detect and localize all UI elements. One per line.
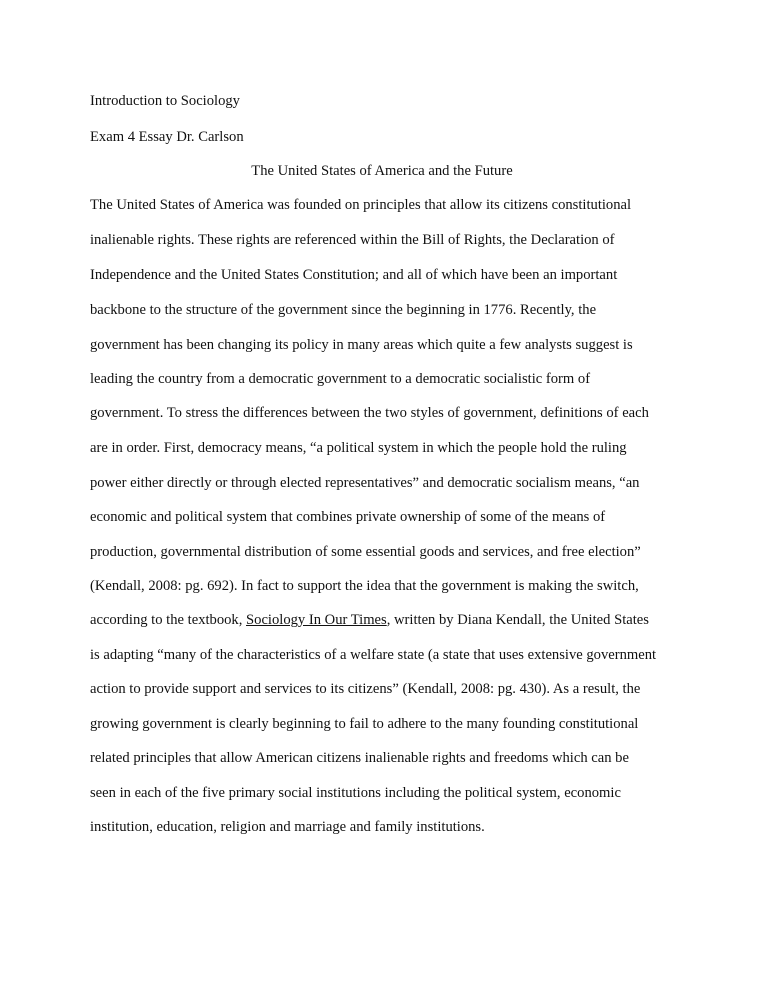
paragraph-line: institution, education, religion and marriage and family institutions. <box>90 819 485 835</box>
paragraph-line: government. To stress the differences between the two styles of government, definitions of each <box>90 405 649 421</box>
paragraph-line: Independence and the United States Constitution; and all of which have been an important <box>90 267 618 283</box>
paragraph-line: growing government is clearly beginning to fail to adhere to the many founding constitutional <box>90 716 639 732</box>
paragraph-line: power either directly or through elected representatives” and democratic socialism means, “an <box>90 475 640 491</box>
line-text-before-book: according to the textbook, <box>90 612 247 628</box>
paragraph-line <box>90 611 649 629</box>
paragraph-line: government has been changing its policy in many areas which quite a few analysts suggest is <box>90 337 633 353</box>
paragraph-line: backbone to the structure of the government since the beginning in 1776. Recently, the <box>90 302 597 318</box>
paragraph-line: seen in each of the five primary social institutions including the political system, economic <box>90 785 621 801</box>
paragraph-line: action to provide support and services to its citizens” (Kendall, 2008: pg. 430). As a result, the <box>90 681 641 697</box>
course-name: Introduction to Sociology <box>90 93 240 109</box>
line-text-after-book: , written by Diana Kendall, the United States <box>386 612 649 628</box>
paragraph-line: production, governmental distribution of some essential goods and services, and free election” <box>90 544 641 560</box>
paragraph-line: leading the country from a democratic government to a democratic socialistic form of <box>90 371 591 387</box>
exam-info: Exam 4 Essay Dr. Carlson <box>90 129 244 145</box>
paragraph-line: The United States of America was founded on principles that allow its citizens constitutional <box>90 197 632 213</box>
book-title: Sociology In Our Times <box>246 612 387 628</box>
paragraph-line: is adapting “many of the characteristics of a welfare state (a state that uses extensive government <box>90 647 657 663</box>
essay-title: The United States of America and the Future <box>251 163 513 179</box>
paragraph-line: are in order. First, democracy means, “a political system in which the people hold the ruling <box>90 440 627 456</box>
paragraph-line: (Kendall, 2008: pg. 692). In fact to support the idea that the government is making the switch, <box>90 578 639 594</box>
paragraph-line: inalienable rights. These rights are referenced within the Bill of Rights, the Declaration of <box>90 232 615 248</box>
paragraph-line: economic and political system that combines private ownership of some of the means of <box>90 509 606 525</box>
paragraph-line: related principles that allow American citizens inalienable rights and freedoms which can be <box>90 750 629 766</box>
